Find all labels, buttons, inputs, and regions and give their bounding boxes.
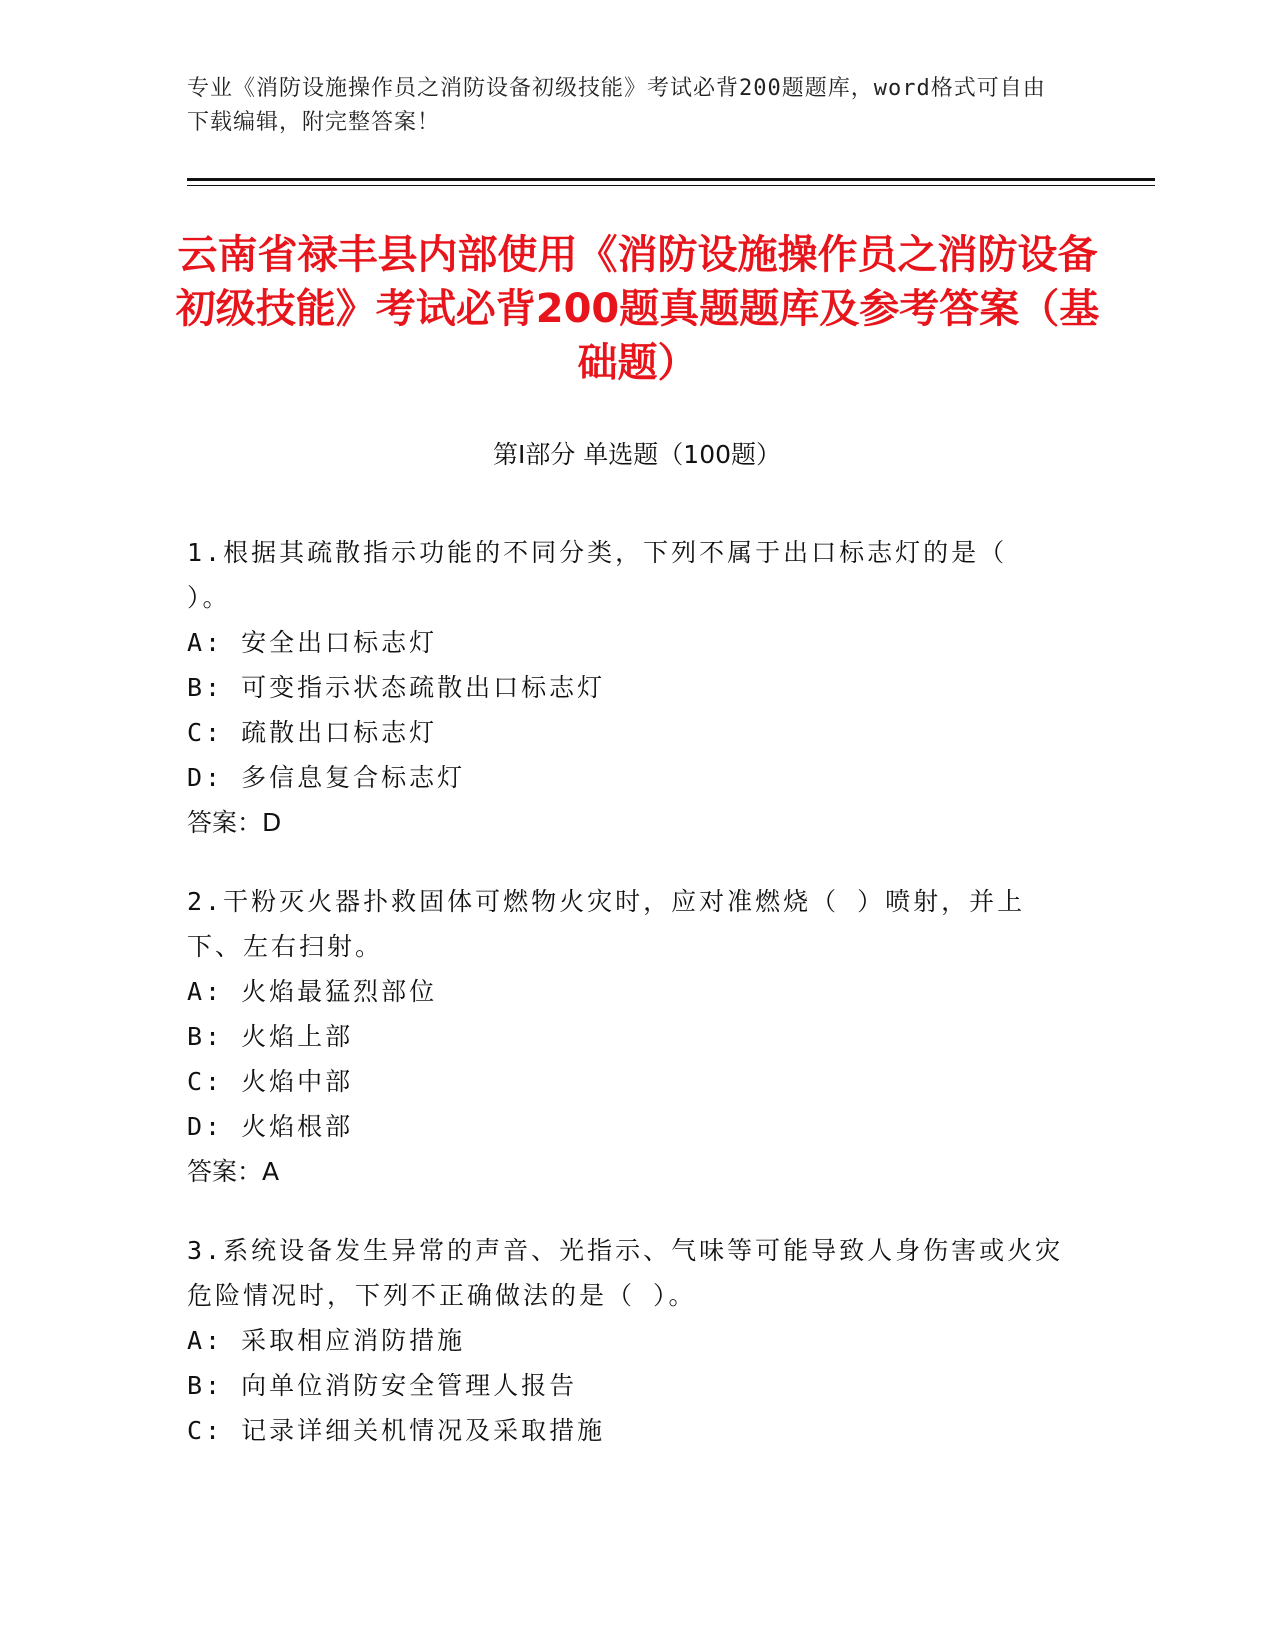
section-title: 第Ⅰ部分 单选题（100题）: [492, 440, 782, 469]
question-list: [187, 530, 1067, 1487]
option-b: B: 火焰上部: [187, 1022, 354, 1051]
header-divider-thick: [187, 178, 1155, 181]
option-b: B: 向单位消防安全管理人报告: [187, 1371, 578, 1400]
option-c: C: 火焰中部: [187, 1067, 354, 1096]
header-divider-thin: [187, 185, 1155, 186]
question-2: [187, 879, 1067, 1194]
question-stem: 1.根据其疏散指示功能的不同分类，下列不属于出口标志灯的是（ ）。: [187, 538, 1008, 612]
option-d: D: 多信息复合标志灯: [187, 763, 466, 792]
option-a: A: 采取相应消防措施: [187, 1326, 466, 1355]
option-c: C: 疏散出口标志灯: [187, 718, 438, 747]
option-c: C: 记录详细关机情况及采取措施: [187, 1416, 606, 1445]
option-d: D: 火焰根部: [187, 1112, 354, 1141]
question-3: [187, 1228, 1067, 1453]
question-stem: 3.系统设备发生异常的声音、光指示、气味等可能导致人身伤害或火灾危险情况时，下列不正确做法的是（ ）。: [187, 1236, 1064, 1310]
answer: 答案：A: [187, 1157, 280, 1186]
question-stem: 2.干粉灭火器扑救固体可燃物火灾时，应对准燃烧（ ）喷射，并上下、左右扫射。: [187, 887, 1026, 961]
document-title: 云南省禄丰县内部使用《消防设施操作员之消防设备初级技能》考试必背200题真题题库及参考答案（基础题）: [175, 232, 1100, 386]
option-a: A: 安全出口标志灯: [187, 628, 438, 657]
answer: 答案：D: [187, 808, 282, 837]
question-1: [187, 530, 1067, 845]
header-note: 专业《消防设施操作员之消防设备初级技能》考试必背200题题库，word格式可自由下载编辑，附完整答案！: [187, 76, 1046, 135]
option-b: B: 可变指示状态疏散出口标志灯: [187, 673, 606, 702]
option-a: A: 火焰最猛烈部位: [187, 977, 438, 1006]
